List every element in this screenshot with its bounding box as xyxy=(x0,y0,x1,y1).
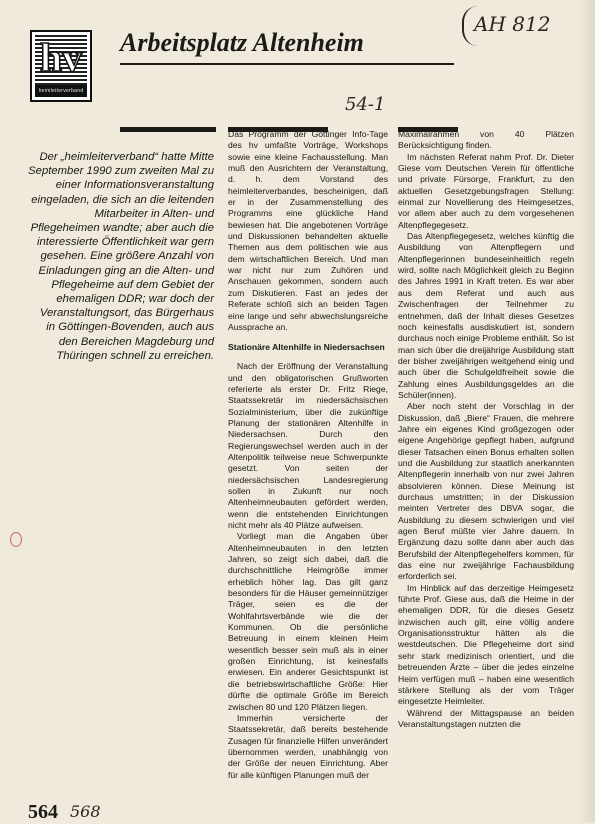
paragraph: Im Hinblick auf das derzeitige Heimgesetz führte Prof. Giese aus, daß die Heime in der ehemaligen DDR, für die dieses Gesetz inzwischen auch gilt, eine völlig andere Organisationsstruktur hätten als die westdeutschen. Die Pflegeheime dort sind sehr stark medizinisch orientiert, und die betreuenden Ärzte – über die jedes einzelne Heim verfügen muß – haben eine wesentlich stärkere Stellung als der vom Träger eingesetzte Heimleiter. xyxy=(398,582,574,707)
archive-annotation: AH 812 xyxy=(474,12,551,36)
page-number: 564 xyxy=(28,801,58,823)
page-title: Arbeitsplatz Altenheim xyxy=(120,28,364,57)
logo-subtitle: heimleiterverband xyxy=(38,88,84,94)
article-column-2 xyxy=(228,129,388,781)
article-column-3 xyxy=(398,129,574,730)
intro-paragraph: Der „heimleiterverband“ hatte Mitte September 1990 zum zweiten Mal zu einer Informationsveranstaltung eingeladen, die sich an die leitenden Mitarbeiter in Alten- und Pflegeheimen wandte; aber auch die interessierte Öffentlichkeit war gern gesehen. Eine größere Anzahl von Einladungen ging an die Alten- und Pflegeheime auf dem Gebiet der ehemaligen DDR; war doch der Veranstaltungsort, das Bürgerhaus in Göttingen-Bovenden, auch aus den Bereichen Magdeburg und Thüringen schnell zu erreichen. xyxy=(28,151,214,362)
handwritten-page-range: 568 xyxy=(70,802,101,821)
paragraph: Während der Mittagspause an beiden Veranstaltungstagen nutzten die xyxy=(398,707,574,729)
punch-hole-mark xyxy=(10,532,22,547)
paragraph: Das Altenpflegegesetz, welches künftig die Ausbildung von Altenpflegern und Altenpflegerinnen bundeseinheitlich regeln wird, sollte nach Möglichkeit gleich zu Beginn des Jahres 1991 in Kraft treten. Es war aber aus dem Referat und auch aus Zwischenfragen der Teilnehmer zu entnehmen, daß der Inhalt dieses Gesetzes noch keinesfalls ausdiskutiert ist, sondern durchaus noch einige Probleme enthält. So ist man sich über die dreijährige Ausbildung statt der bisher zweijährigen weitgehend einig und auch über die Schulgeldfreiheit sowie die Zahlung eines Ausbildungsgeldes an die Schüler(innen). xyxy=(398,231,574,400)
page-edge-shadow xyxy=(578,0,595,822)
paragraph: Immerhin versicherte der Staatssekretär, daß bereits bestehende Zusagen für finanzielle Hilfen unverändert übernommen werden, unabhängig von der Größe der neuen Einrichtung. Aber für alle künftigen Planungen muß der xyxy=(228,712,388,780)
paragraph: Aber noch steht der Vorschlag in der Diskussion, daß „Biere“ Frauen, die mehrere Jahre ein eigenes Kind großgezogen oder eigene Angehörige gepflegt haben, aufgrund dieser Tatsachen einen Bonus erhalten sollen und die Ausbildung zur staatlich anerkannten Altenpflegerin innerhalb von nur zwei Jahren absolvieren können. Diese Meinung ist durchaus umstritten; in der Diskussion meinten Vertreter des DBVA sogar, die Ausbildung zu diesem schwierigen und viel agen Beruf müßte vier Jahre dauern. In Ergänzung dazu sollte dann aber auch das Berufsbild der Altenpflegehelfers kommen, für das eine nur zweijährige Fachausbildung erforderlich sei. xyxy=(398,401,574,582)
hv-logo xyxy=(30,30,92,102)
logo-subtitle-band xyxy=(35,85,87,97)
logo-mark: hv xyxy=(39,35,83,80)
intro-bar xyxy=(120,127,216,132)
paragraph: Im nächsten Referat nahm Prof. Dr. Dieter Giese vom Deutschen Verein für öffentliche und private Fürsorge, Frankfurt, zu den aktuellen Gesetzgebungsfragen Stellung: einmal zur Novellierung des Heimgesetzes, vor allem aber auch zu dem vorgesehenen Altenpflegegesetz. xyxy=(398,151,574,230)
section-heading: Stationäre Altenhilfe in Niedersachsen xyxy=(228,342,385,353)
title-rule xyxy=(120,63,454,65)
handwritten-note: 54-1 xyxy=(345,94,386,115)
paragraph: Nach der Eröffnung der Veranstaltung und den obligatorischen Grußworten referierte als erster Dr. Fritz Riege, Staatssekretär im niedersächsischen Sozialministerium, über die zukünftige Planung der stationären Altenhilfe in Niedersachsen. Durch den Regierungswechsel werden auch in der Altenpolitik teilweise neue Schwerpunkte gesetzt. Von seiten der niedersächsischen Landesregierung sollen in Zukunft nur noch Altenheimneubauten gefördert werden, wenn die entstehenden Einrichtungen nicht mehr als 40 Plätze aufweisen. xyxy=(228,361,388,530)
paragraph: Das Programm der Göttinger Info-Tage des hv umfaßte Vorträge, Workshops sowie eine kleine Fachausstellung. Man muß den Ausrichtern der Veranstaltung, d. h. dem Vorstand des heimleiterverbandes, bescheinigen, daß er in der Zusammenstellung des Programms eine glückliche Hand bewiesen hat. Die angebotenen Vorträge und Diskussionen behandelten aktuelle Themen aus dem politischen wie aus dem wirtschaftlichen Bereich. Und man war nicht nur zum Zuhören und Anschauen gekommen, sondern auch zum Diskutieren. Fast an jedes der Referate schloß sich an beiden Tagen eine lange und sehr abwechslungsreiche Aussprache an. xyxy=(228,129,388,332)
paragraph: Vorliegt man die Angaben über Altenheimneubauten in den letzten Jahren, so zeigt sich dabei, daß die durchschnittliche Heimgröße immer erheblich höher lag. Das gilt ganz besonders für die Häuser gemeinnütziger Träger, seien es die der Wohlfahrtsverbände wie die der Kommunen. Ob die persönliche Betreuung in einem kleinen Heim wesentlich besser sein muß als in einer großen Einrichtung, ist keinesfalls erwiesen. Ein anderer Gesichtspunkt ist die betriebswirtschaftliche Größe: Hier dürfte die optimale Größe im Bereich zwischen 80 und 120 Plätzen liegen. xyxy=(228,531,388,712)
paragraph: Maximalrahmen von 40 Plätzen Berücksichtigung finden. xyxy=(398,129,574,151)
